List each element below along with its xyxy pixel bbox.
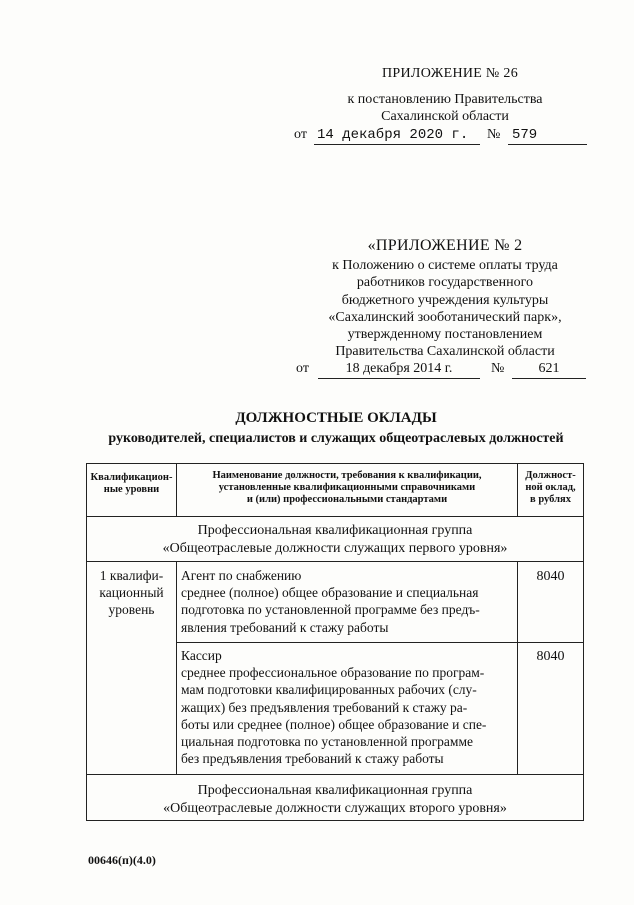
- appendix-26-date-row: [294, 127, 589, 145]
- qualification-level-1: 1 квалифи- кационный уровень: [99, 568, 164, 618]
- position-cashier: Кассир среднее профессиональное образование по програм- мам подготовки квалифицированных рабочих (слу- жащих) без предъявления требований к стажу ра- боты или среднее (полное) общее образование и спе- циальная подготовка по установленной программе без предъявления требований к стажу работы: [181, 648, 487, 767]
- ot-label: от: [294, 127, 307, 142]
- decree-number: 579: [508, 127, 587, 145]
- decree-number: 621: [512, 361, 586, 379]
- decree-date: 14 декабря 2020 г.: [314, 127, 480, 145]
- appendix-2-title: «ПРИЛОЖЕНИЕ № 2: [367, 237, 523, 254]
- table-divider: [176, 642, 583, 643]
- qualification-group-1: Профессиональная квалификационная группа «Общеотраслевые должности служащих первого уровня»: [162, 523, 508, 556]
- appendix-2-date-row: [296, 361, 591, 379]
- appendix-2-line: утвержденному постановлением: [347, 327, 543, 342]
- appendix-2-line: Правительства Сахалинской области: [335, 344, 555, 359]
- appendix-2-line: к Положению о системе оплаты труда: [332, 258, 558, 273]
- appendix-2-line: «Сахалинский зооботанический парк»,: [328, 310, 562, 325]
- document-title: ДОЛЖНОСТНЫЕ ОКЛАДЫ: [235, 410, 437, 426]
- table-divider: [87, 774, 583, 775]
- position-agent: Агент по снабжению среднее (полное) общее образование и специальная подготовка по установленной программе без предъ- явления требований к стажу работы: [181, 568, 480, 635]
- header-qualification-levels: Квалификацион- ные уровни: [90, 472, 173, 495]
- appendix-26-line-2: Сахалинской области: [381, 109, 509, 124]
- appendix-2-line: бюджетного учреждения культуры: [341, 293, 549, 308]
- salary-table: [86, 463, 584, 821]
- header-position-requirements: Наименование должности, требования к квалификации, установленные квалификационными справочниками и (или) профессиональными стандартами: [212, 470, 482, 505]
- table-divider: [87, 516, 583, 517]
- appendix-2-line: работников государственного: [356, 275, 534, 290]
- qualification-group-2: Профессиональная квалификационная группа «Общеотраслевые должности служащих второго уровня»: [163, 783, 507, 816]
- ot-label: от: [296, 361, 309, 376]
- decree-date: 18 декабря 2014 г.: [318, 361, 480, 379]
- salary-value: 8040: [536, 649, 565, 664]
- appendix-26-title: ПРИЛОЖЕНИЕ № 26: [382, 66, 518, 81]
- document-subtitle: руководителей, специалистов и служащих общеотраслевых должностей: [108, 431, 564, 446]
- appendix-26-line-1: к постановлению Правительства: [347, 92, 543, 107]
- number-label: №: [491, 361, 505, 376]
- salary-value: 8040: [536, 569, 565, 584]
- table-divider: [517, 561, 518, 774]
- table-divider: [87, 561, 583, 562]
- document-code: 00646(п)(4.0): [88, 853, 156, 867]
- table-divider: [176, 561, 177, 774]
- header-salary: Должност- ной оклад, в рублях: [525, 470, 576, 505]
- number-label: №: [487, 127, 501, 142]
